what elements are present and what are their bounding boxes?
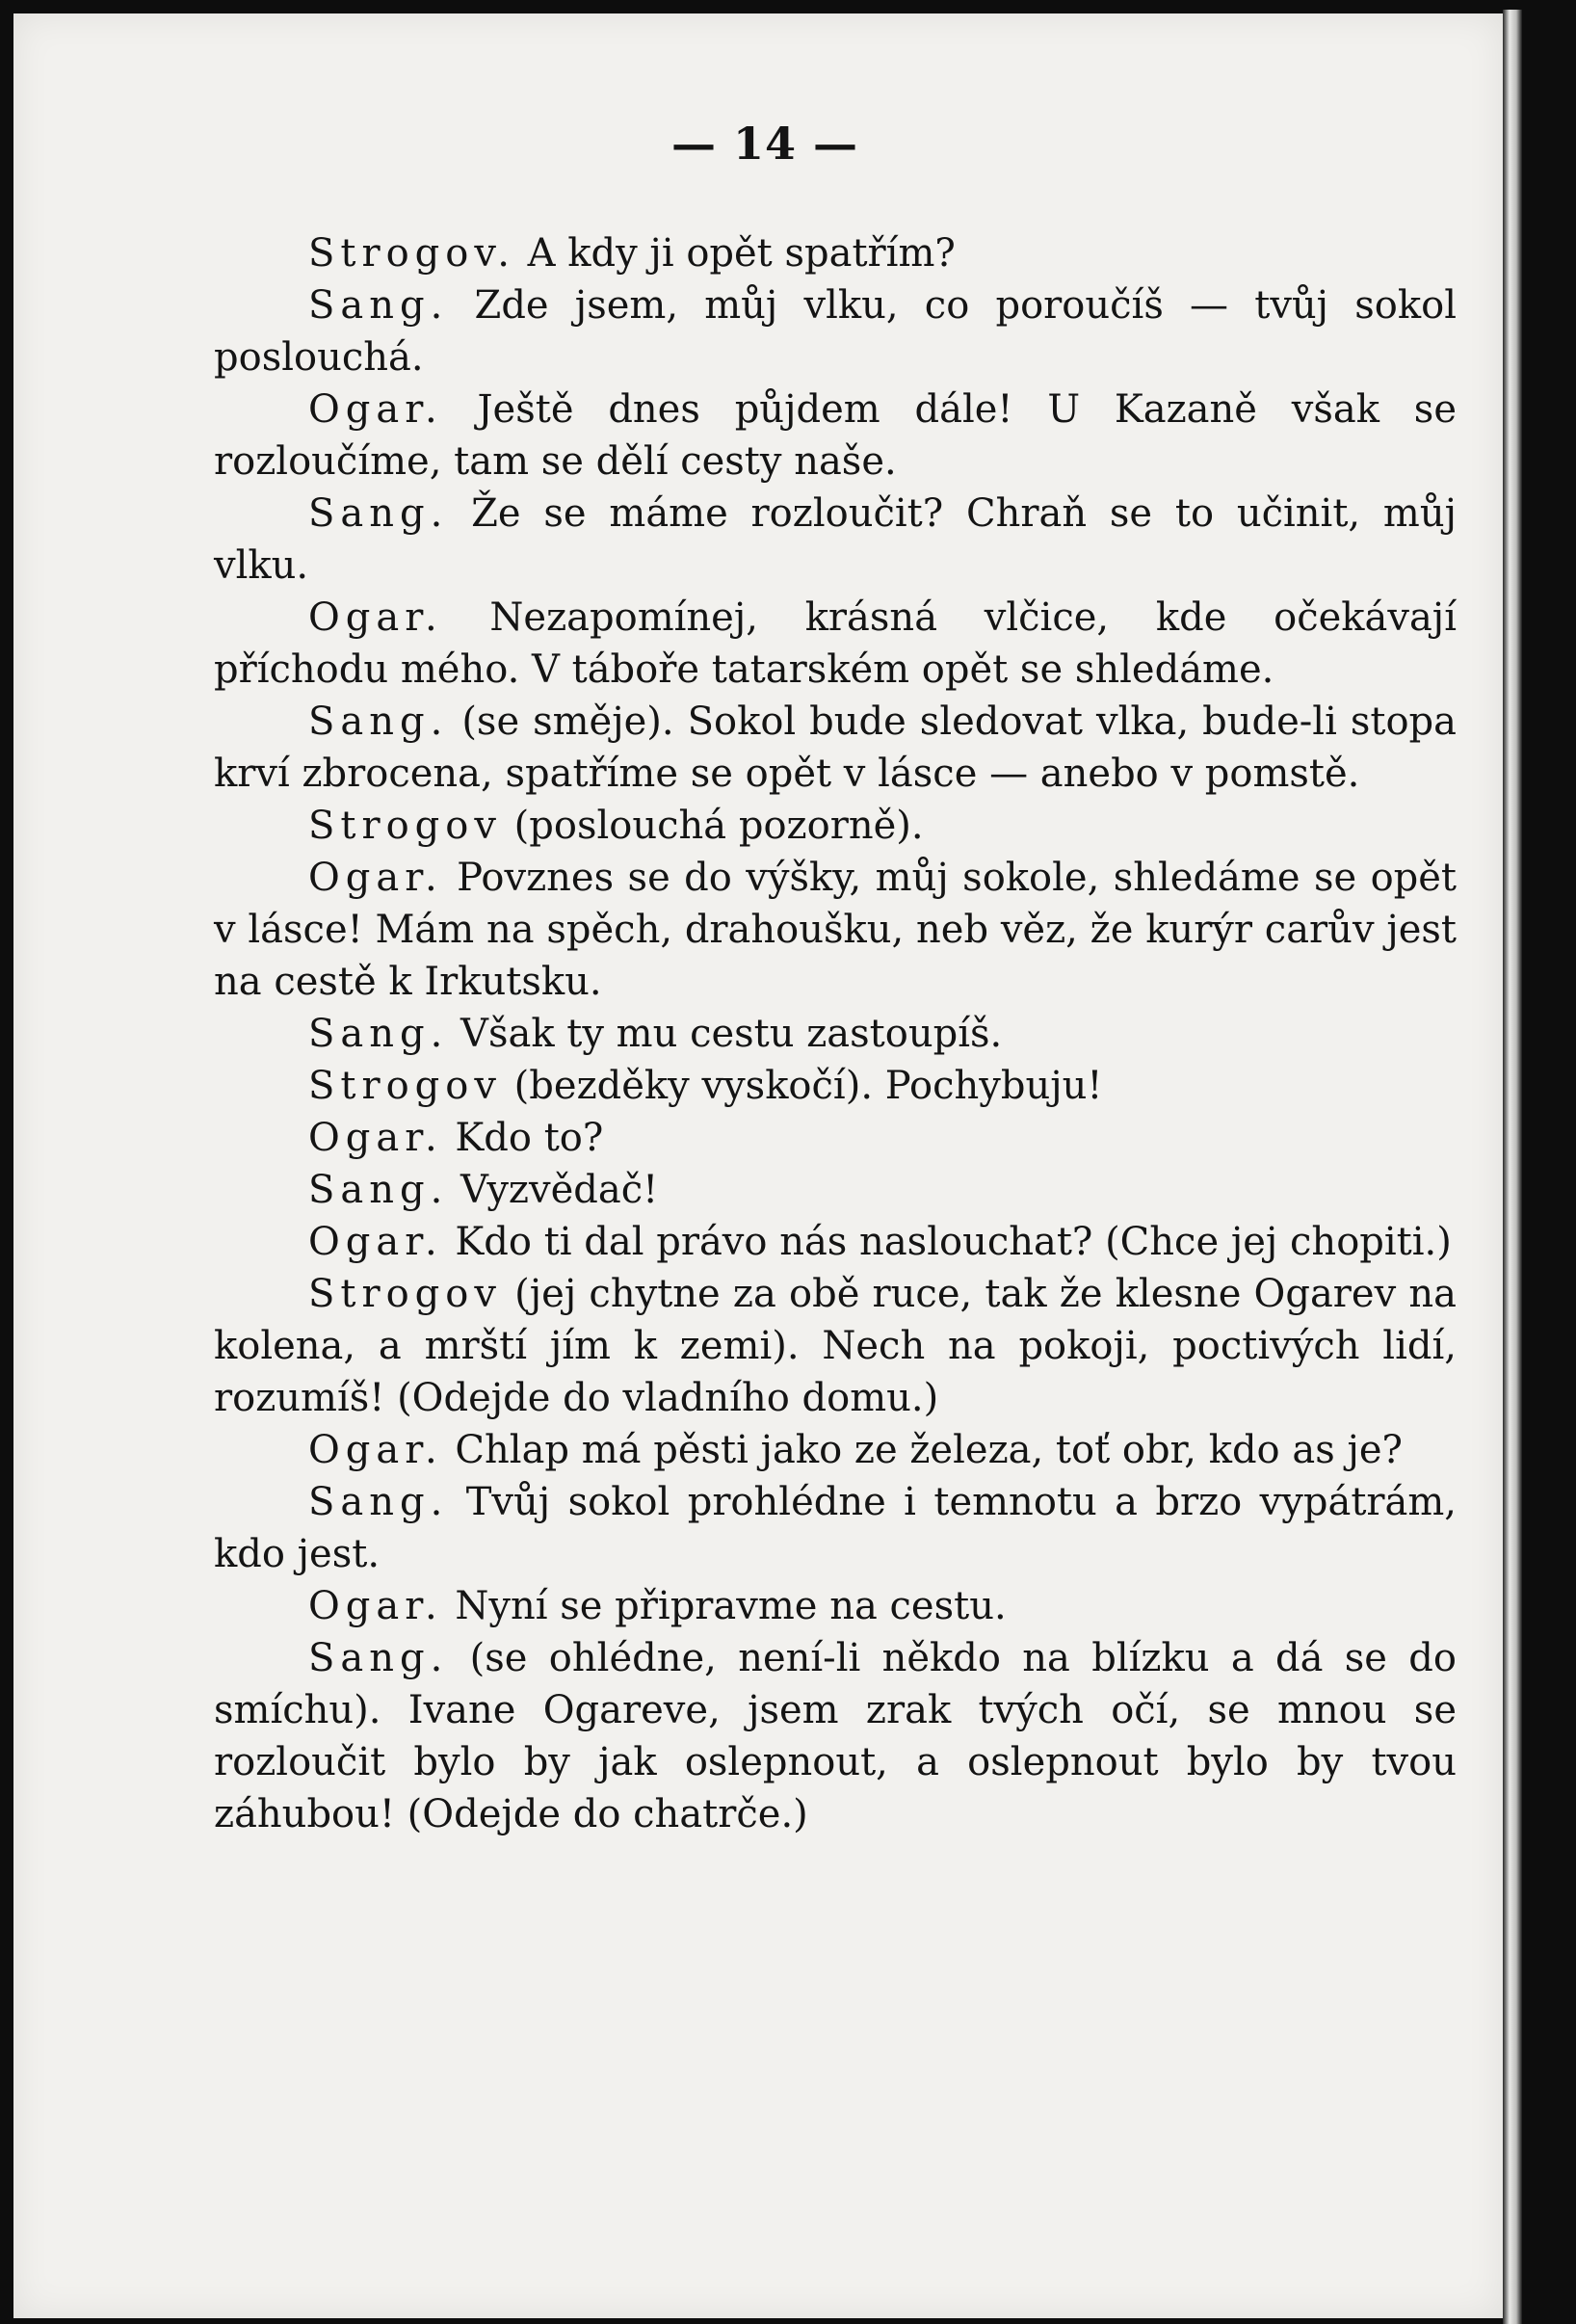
dialogue-line: [214, 592, 1457, 696]
speaker-name: Strogov: [308, 1064, 502, 1108]
line-text: Nezapomínej, krásná vlčice, kde očekávají příchodu mého. V táboře tatarském opět se shledáme.: [214, 595, 1457, 692]
speaker-name: Strogov: [308, 804, 502, 848]
speaker-name: Sang.: [308, 1168, 449, 1212]
dialogue-line: [214, 1580, 1457, 1632]
dialogue-line: [214, 1424, 1457, 1476]
line-text: (bezděky vyskočí). Pochybuju!: [501, 1064, 1103, 1108]
dialogue-line: [214, 1476, 1457, 1580]
speaker-name: Strogov: [308, 1272, 502, 1316]
line-text: Kdo to?: [442, 1116, 604, 1160]
dialogue-line: [214, 279, 1457, 383]
speaker-name: Sang.: [308, 700, 449, 744]
dialogue-line: [214, 1112, 1457, 1164]
line-text: Vyzvědač!: [448, 1168, 659, 1212]
speaker-name: Ogar.: [308, 1428, 443, 1472]
dialogue-line: [214, 852, 1457, 1008]
line-text: Zde jsem, můj vlku, co poroučíš — tvůj sokol poslouchá.: [214, 283, 1457, 380]
speaker-name: Sang.: [308, 283, 449, 328]
dialogue-line: [214, 696, 1457, 800]
dialogue-line: [214, 1060, 1457, 1112]
line-text: Však ty mu cestu zastoupíš.: [448, 1012, 1003, 1056]
line-text: (se ohlédne, není-li někdo na blízku a dá se do smíchu). Ivane Ogareve, jsem zrak tvých očí, se mnou se rozloučit bylo by jak oslepnout, a oslepnout bylo by tvou záhubou! (Odejde do chatrče.): [214, 1636, 1457, 1836]
line-text: Povznes se do výšky, můj sokole, shledáme se opět v lásce! Mám na spěch, drahoušku, neb věz, že kurýr carův jest na cestě k Irkutsku.: [214, 856, 1457, 1004]
dialogue-line: [214, 383, 1457, 488]
line-text: Že se máme rozloučit? Chraň se to učinit, můj vlku.: [214, 491, 1457, 588]
line-text: A kdy ji opět spatřím?: [514, 231, 956, 276]
line-text: Kdo ti dal právo nás naslouchat? (Chce jej chopiti.): [442, 1220, 1452, 1264]
dialogue-line: [214, 1632, 1457, 1840]
speaker-name: Sang.: [308, 1012, 449, 1056]
speaker-name: Sang.: [308, 1636, 449, 1680]
line-text: (jej chytne za obě ruce, tak že klesne Ogarev na kolena, a mrští jím k zemi). Nech na pokoji, poctivých lidí, rozumíš! (Odejde do vladního domu.): [214, 1272, 1457, 1420]
line-text: Ještě dnes půjdem dále! U Kazaně však se rozloučíme, tam se dělí cesty naše.: [214, 387, 1457, 484]
dialogue-line: [214, 1216, 1457, 1268]
line-text: Nyní se připravme na cestu.: [442, 1584, 1007, 1628]
line-text: Chlap má pěsti jako ze železa, toť obr, kdo as je?: [442, 1428, 1403, 1472]
speaker-name: Strogov.: [308, 231, 515, 276]
speaker-name: Ogar.: [308, 387, 443, 432]
page-edge: [1503, 10, 1522, 2324]
dialogue-line: [214, 1164, 1457, 1216]
dialogue-line: [214, 1268, 1457, 1424]
page-number: — 14 —: [670, 118, 859, 170]
speaker-name: Ogar.: [308, 1584, 443, 1628]
line-text: Tvůj sokol prohlédne i temnotu a brzo vypátrám, kdo jest.: [214, 1480, 1457, 1576]
dialogue-line: [214, 1008, 1457, 1060]
speaker-name: Sang.: [308, 491, 449, 536]
paper-sheet: [13, 13, 1503, 2318]
speaker-name: Ogar.: [308, 595, 443, 640]
dialogue-line: [214, 488, 1457, 592]
dialogue-line: [214, 227, 1457, 279]
speaker-name: Ogar.: [308, 856, 443, 900]
play-dialogue: [214, 227, 1457, 1840]
line-text: (se směje). Sokol bude sledovat vlka, bude-li stopa krví zbrocena, spatříme se opět v lásce — anebo v pomstě.: [214, 700, 1457, 796]
speaker-name: Ogar.: [308, 1116, 443, 1160]
speaker-name: Ogar.: [308, 1220, 443, 1264]
speaker-name: Sang.: [308, 1480, 449, 1524]
line-text: (poslouchá pozorně).: [501, 804, 924, 848]
dialogue-line: [214, 800, 1457, 852]
